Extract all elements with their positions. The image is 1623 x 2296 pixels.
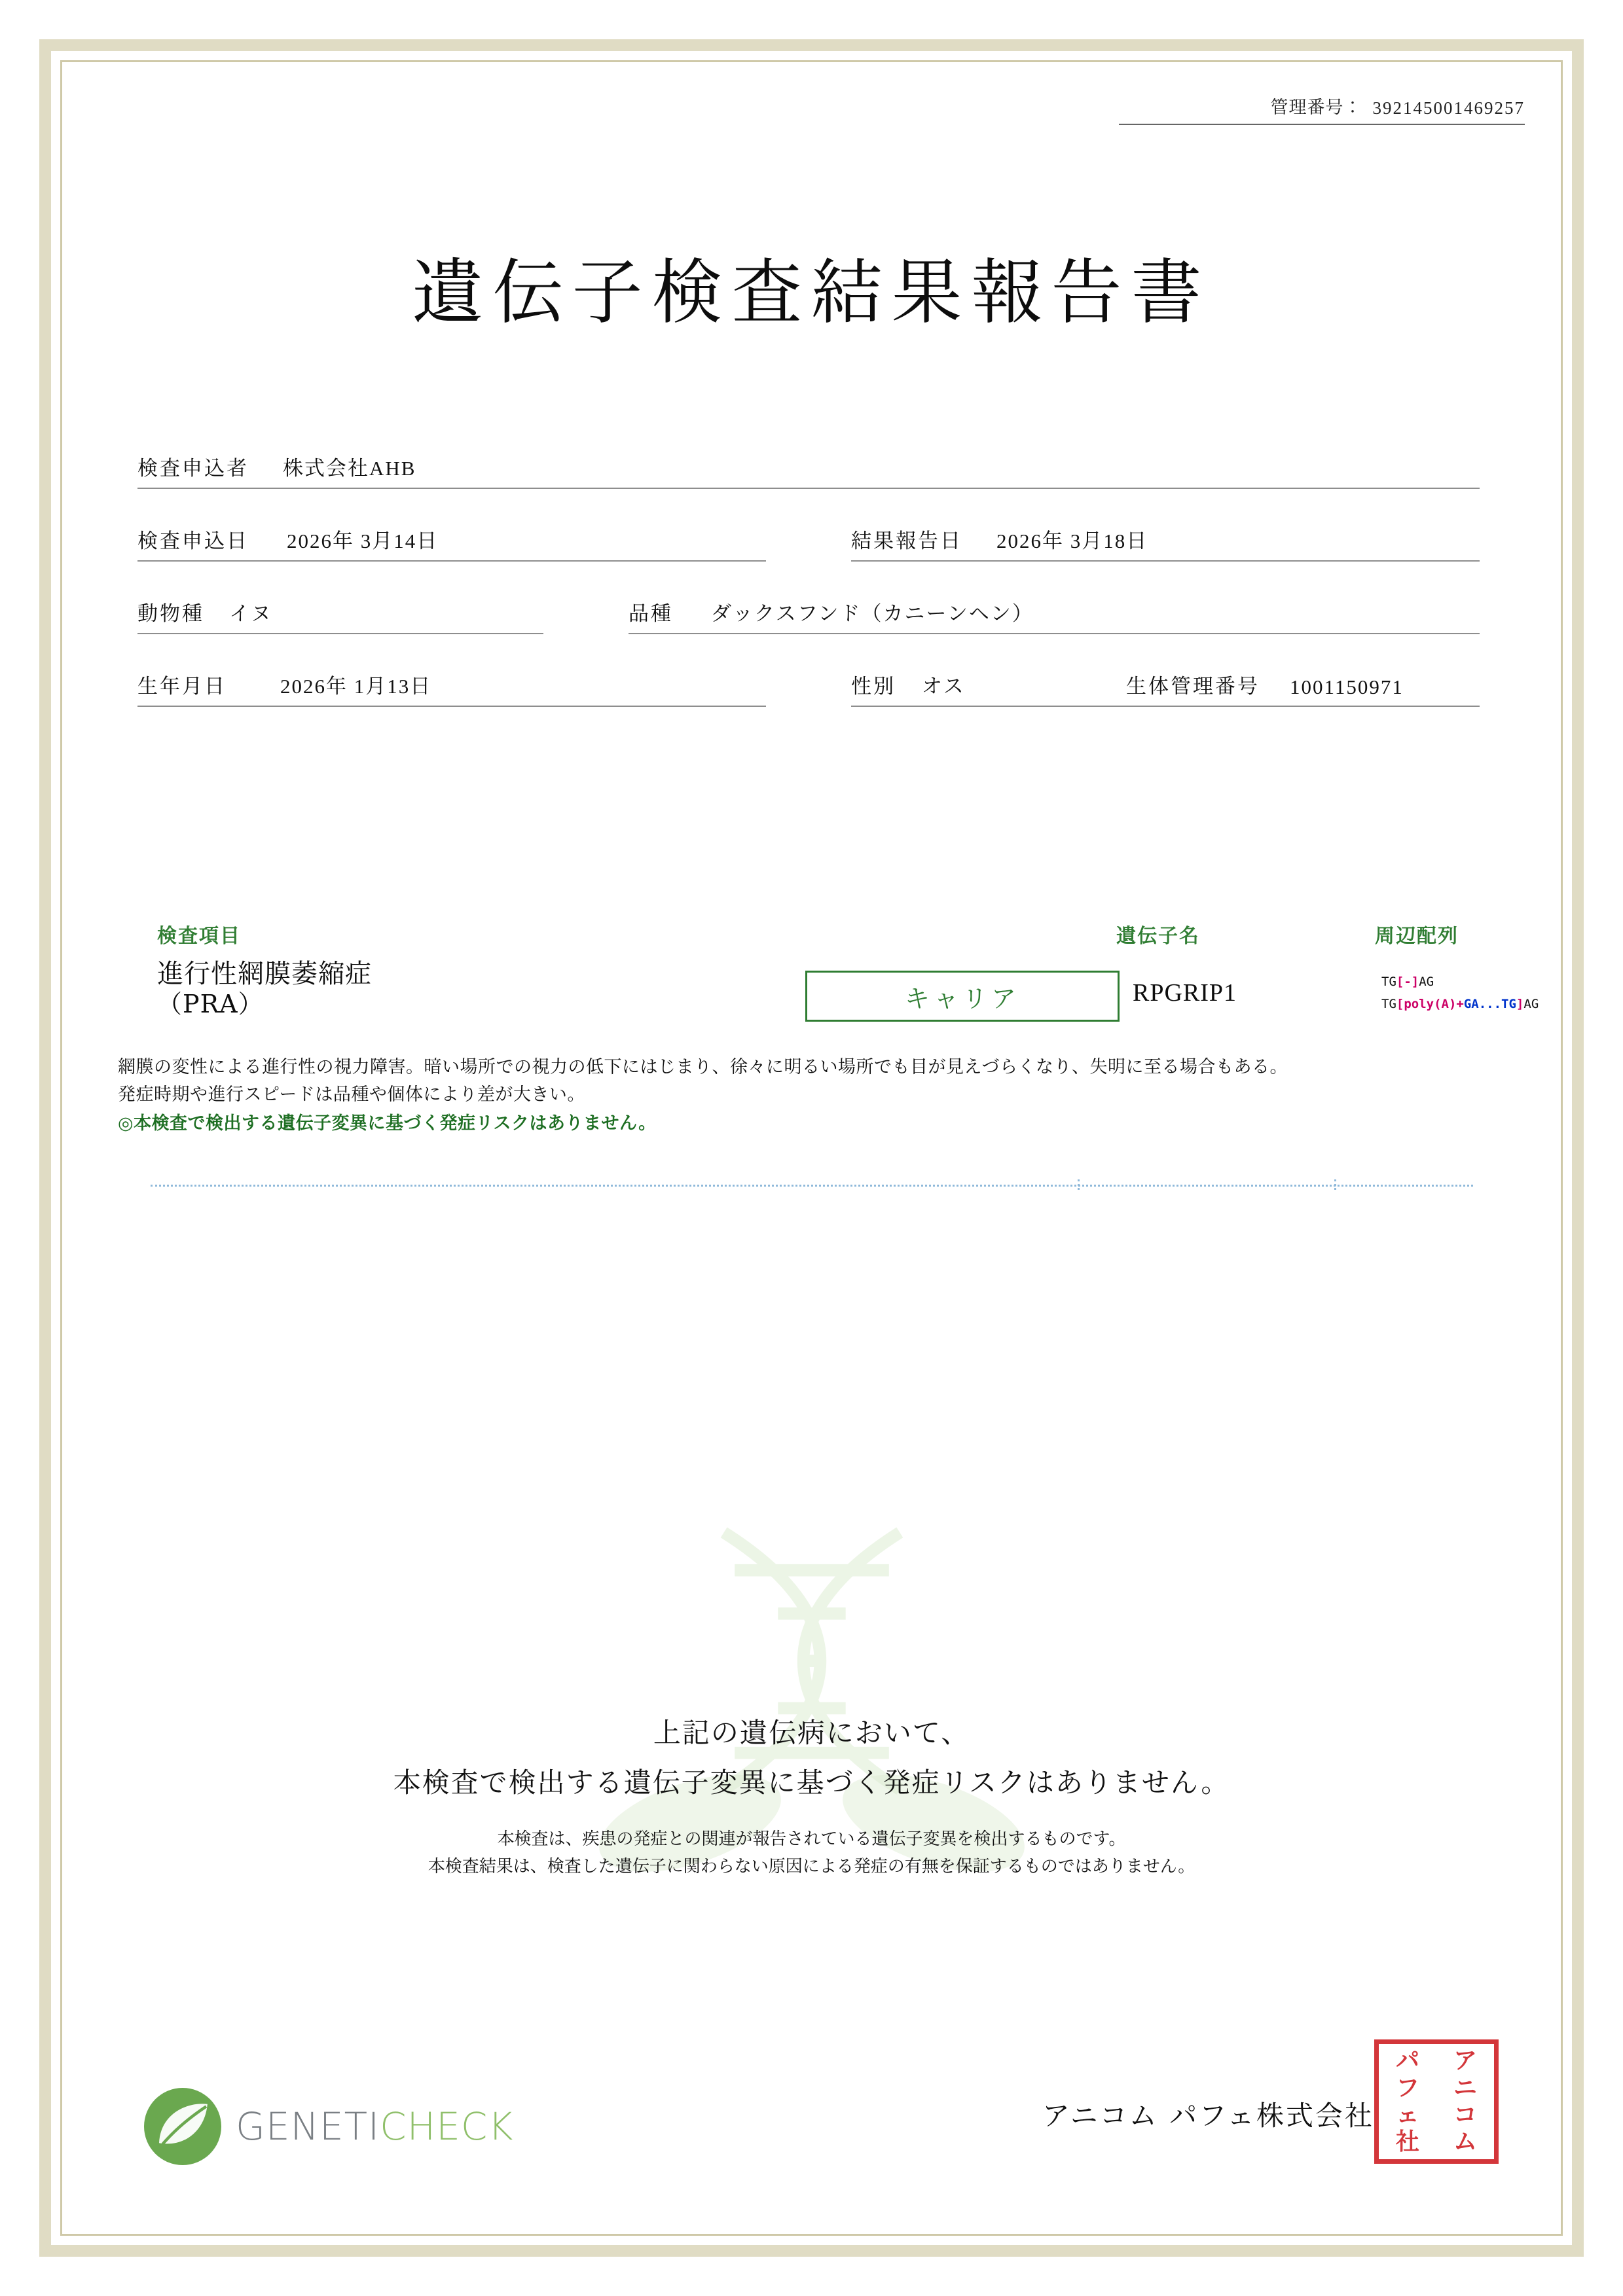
- field-birth-date-value: 2026年 1月13日: [280, 675, 432, 698]
- field-breed: [629, 597, 1480, 634]
- seal-char-l1: パ: [1395, 2047, 1419, 2075]
- field-birth-date: [137, 670, 766, 707]
- sequence-var-insert: [poly(A)+: [1396, 997, 1464, 1012]
- field-applicant-value: 株式会社AHB: [283, 457, 416, 480]
- sequence-ref-suffix: AG: [1419, 975, 1434, 989]
- field-sex-value: オス: [922, 675, 965, 698]
- brand-logo-text-part1: GENETI: [236, 2104, 380, 2149]
- info-row-dates: [137, 524, 1480, 562]
- column-header-test-item: 検査項目: [157, 925, 241, 948]
- field-sex: [851, 670, 1126, 707]
- sequence-ref-variant: [-]: [1396, 975, 1419, 989]
- summary-statement: [98, 1712, 1525, 1801]
- field-species-value: イヌ: [229, 602, 272, 625]
- column-header-gene: 遺伝子名: [1116, 925, 1200, 948]
- description-risk-statement: ◎本検査で検出する遺伝子変異に基づく発症リスクはありません。: [118, 1113, 657, 1134]
- section-divider-tick-right: [1334, 1179, 1336, 1190]
- summary-note: [98, 1826, 1525, 1880]
- info-row-applicant: [137, 452, 1480, 489]
- description-line-2: 発症時期や進行スピードは品種や個体により差が大きい。: [118, 1084, 585, 1105]
- field-apply-date-label: 検査申込日: [137, 529, 249, 552]
- field-animal-id-label: 生体管理番号: [1126, 675, 1260, 698]
- result-row: [137, 959, 1539, 1037]
- seal-char-r2: ニ: [1453, 2073, 1477, 2102]
- leaf-icon-glyph: [152, 2097, 213, 2156]
- seal-char-r3: コ: [1453, 2101, 1477, 2128]
- page-title: 遺伝子検査結果報告書: [412, 252, 1211, 334]
- field-breed-value: ダックスフンド（カニーンヘン）: [711, 602, 1034, 625]
- sequence-var-prefix: TG: [1381, 997, 1396, 1012]
- control-number-value: 392145001469257: [1372, 98, 1525, 118]
- brand-logo-text-part2: CHECK: [380, 2104, 514, 2149]
- info-row-birth: [137, 670, 1480, 707]
- field-animal-id: [1126, 670, 1480, 707]
- description-line-1: 網膜の変性による進行性の視力障害。暗い場所での視力の低下にはじまり、徐々に明るい場所でも目が見えづらくなり、失明に至る場合もある。: [118, 1057, 1288, 1077]
- field-applicant: [137, 452, 1480, 489]
- brand-logo-text: [236, 2104, 513, 2149]
- control-number: [1119, 93, 1525, 125]
- field-report-date-label: 結果報告日: [851, 529, 962, 552]
- sequence-block: [1381, 971, 1623, 1015]
- field-report-date-value: 2026年 3月18日: [996, 529, 1148, 552]
- document-content: [98, 72, 1539, 2224]
- disease-name-main: 進行性網膜萎縮症: [157, 959, 372, 989]
- disease-name: [157, 959, 372, 1019]
- column-header-sequence: 周辺配列: [1375, 925, 1459, 948]
- field-species-label: 動物種: [137, 602, 204, 625]
- field-animal-id-value: 1001150971: [1290, 675, 1404, 698]
- gene-name: RPGRIP1: [1133, 979, 1237, 1007]
- leaf-icon: [144, 2088, 221, 2165]
- company-seal: [1374, 2039, 1499, 2164]
- brand-logo: [144, 2088, 513, 2165]
- sequence-ref-prefix: TG: [1381, 975, 1396, 989]
- summary-note-line-1: 本検査は、疾患の発症との関連が報告されている遺伝子変異を検出するものです。: [497, 1829, 1126, 1849]
- disease-name-sub: （PRA）: [157, 990, 264, 1019]
- field-applicant-label: 検査申込者: [137, 457, 249, 480]
- sequence-var-repeat: GA...TG: [1463, 997, 1516, 1012]
- result-column-headers: [137, 920, 1480, 946]
- seal-char-l3: ェ: [1395, 2101, 1419, 2128]
- seal-char-r1: ア: [1453, 2047, 1477, 2075]
- field-report-date: [851, 524, 1480, 562]
- seal-char-r4: ム: [1453, 2128, 1477, 2156]
- field-apply-date: [137, 524, 766, 562]
- sequence-var-suffix: AG: [1523, 997, 1539, 1012]
- info-row-species: [137, 597, 1480, 634]
- summary-line-2: 本検査で検出する遺伝子変異に基づく発症リスクはありません。: [393, 1767, 1230, 1799]
- company-seal-column-right: [1436, 2044, 1494, 2159]
- sequence-line-reference: [1381, 971, 1623, 993]
- seal-char-l2: フ: [1395, 2073, 1419, 2102]
- section-divider: [151, 1185, 1473, 1187]
- summary-line-1: 上記の遺伝病において、: [653, 1717, 970, 1749]
- field-species: [137, 597, 543, 634]
- company-name: アニコム パフェ株式会社: [1042, 2100, 1374, 2132]
- sequence-var-bracket: ]: [1516, 997, 1524, 1012]
- disease-description: [118, 1054, 1467, 1138]
- company-seal-column-left: [1379, 2044, 1436, 2159]
- sequence-line-variant: [1381, 993, 1623, 1015]
- field-breed-label: 品種: [629, 602, 673, 625]
- field-birth-date-label: 生年月日: [137, 675, 227, 698]
- seal-char-l4: 社: [1395, 2128, 1419, 2156]
- status-badge: [805, 971, 1120, 1022]
- info-block: [137, 452, 1480, 742]
- status-badge-label: キャリア: [904, 984, 1020, 1013]
- field-apply-date-value: 2026年 3月14日: [287, 529, 439, 552]
- field-sex-label: 性別: [851, 675, 896, 698]
- summary-note-line-2: 本検査結果は、検査した遺伝子に関わらない原因による発症の有無を保証するものではありません。: [428, 1856, 1195, 1876]
- section-divider-tick-left: [1078, 1179, 1080, 1190]
- control-number-label: 管理番号：: [1270, 98, 1362, 117]
